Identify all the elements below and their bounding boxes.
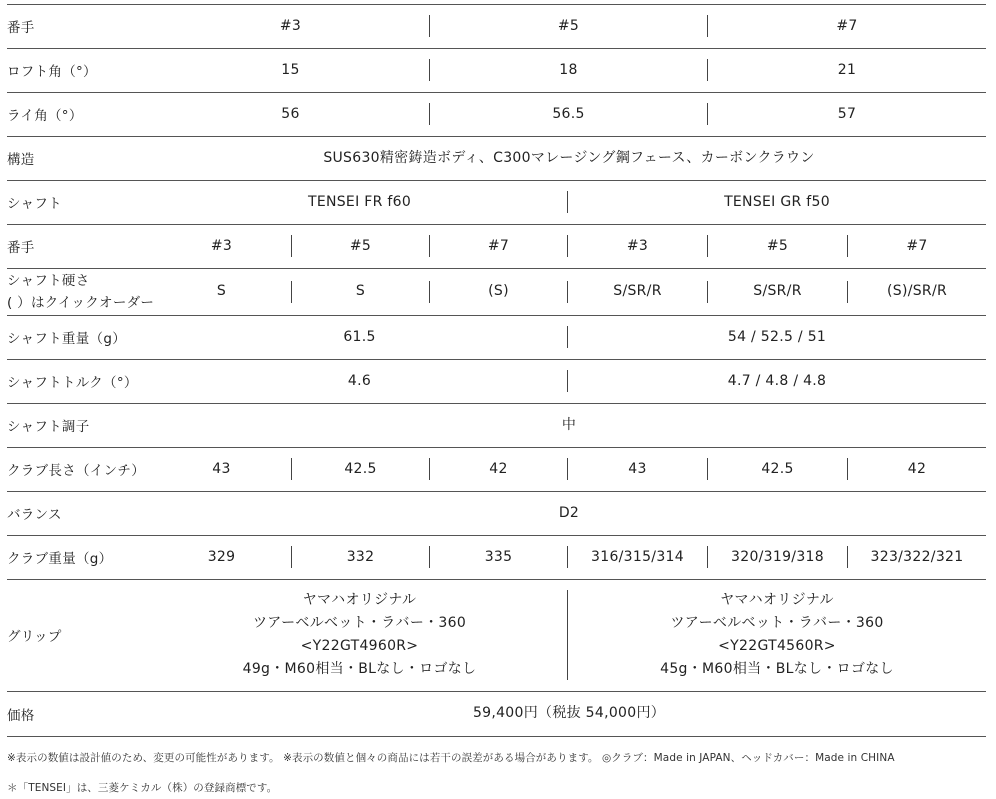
flex-label-line2: ( ）はクイックオーダー	[7, 294, 155, 311]
number-5: #5	[557, 17, 580, 34]
length-cell: 43	[212, 460, 231, 477]
grip-right-line: ヤマハオリジナル	[720, 592, 834, 608]
flex-cell: S/SR/R	[753, 283, 802, 299]
number2-cell: #7	[906, 237, 928, 254]
row-label-grip: グリップ	[7, 629, 62, 645]
flex-cell: (S)	[488, 283, 509, 299]
length-cell: 43	[628, 460, 647, 477]
number2-cell: #3	[210, 237, 233, 254]
row-divider	[7, 736, 986, 737]
row-label-flex	[7, 268, 154, 315]
grip-left-line: <Y22GT4960R>	[300, 638, 419, 654]
club-weight-cell: 320/319/318	[731, 548, 824, 565]
loft-3: 15	[281, 61, 300, 78]
grip-right	[568, 579, 986, 691]
row-label-lie: ライ角（°）	[7, 108, 83, 124]
construction-value: SUS630精密鋳造ボディ、C300マレージング鋼フェース、カーボンクラウン	[323, 149, 815, 166]
balance-value: D2	[558, 504, 580, 521]
grip-left-line: ヤマハオリジナル	[302, 592, 417, 608]
shaft-weight-left: 61.5	[343, 328, 376, 345]
club-weight-cell: 329	[207, 548, 236, 565]
disclaimer-note: ※表示の数値は設計値のため、変更の可能性があります。 ※表示の数値と個々の商品には若干の誤差がある場合があります。 ◎クラブ：Made in JAPAN、ヘッドカバー：Made in CHINA	[7, 752, 895, 764]
row-label-balance: バランス	[7, 507, 62, 523]
row-label-loft: ロフト角（°）	[7, 64, 97, 80]
grip-right-line: ツアーベルベット・ラバー・360	[670, 615, 884, 631]
price-value: 59,400円（税抜 54,000円）	[472, 705, 666, 721]
flex-cell: S	[216, 283, 227, 299]
club-weight-cell: 332	[346, 548, 375, 565]
grip-left-line: ツアーベルベット・ラバー・360	[252, 615, 467, 631]
row-label-club-weight: クラブ重量（g）	[7, 551, 113, 567]
club-weight-cell: 323/322/321	[870, 548, 964, 565]
number2-cell: #5	[349, 237, 372, 254]
length-cell: 42.5	[344, 460, 377, 477]
row-label-number-2: 番手	[7, 240, 35, 256]
club-weight-cell: 316/315/314	[591, 548, 684, 565]
row-label-length: クラブ長さ（インチ）	[7, 463, 145, 479]
row-label-price: 価格	[7, 707, 35, 724]
shaft-right: TENSEI GR f50	[724, 193, 830, 210]
kick-value: 中	[561, 416, 577, 433]
trademark-note: ＊「TENSEI」は、三菱ケミカル（株）の登録商標です。	[7, 782, 278, 794]
grip-right-line: <Y22GT4560R>	[718, 638, 836, 654]
row-label-kick: シャフト調子	[7, 419, 90, 435]
flex-cell: S	[355, 283, 366, 299]
flex-cell: (S)/SR/R	[887, 283, 947, 299]
lie-7: 57	[837, 105, 857, 122]
flex-cell: S/SR/R	[613, 283, 662, 299]
length-cell: 42	[489, 460, 508, 477]
torque-left: 4.6	[347, 372, 372, 389]
flex-label-line1: シャフト硬さ	[7, 272, 90, 289]
number-3: #3	[279, 17, 302, 34]
length-cell: 42.5	[761, 460, 794, 477]
grip-right-line: 45g・M60相当・BLなし・ロゴなし	[660, 661, 894, 677]
grip-left	[152, 579, 567, 691]
loft-7: 21	[837, 61, 857, 78]
loft-5: 18	[559, 61, 578, 78]
number2-cell: #5	[766, 237, 789, 254]
club-weight-cell: 335	[484, 548, 513, 565]
torque-right: 4.7 / 4.8 / 4.8	[727, 372, 827, 389]
row-label-number: 番手	[7, 20, 35, 36]
row-label-construction: 構造	[7, 152, 35, 168]
number-7: #7	[836, 17, 858, 34]
lie-3: 56	[281, 105, 300, 122]
length-cell: 42	[907, 460, 927, 477]
shaft-left: TENSEI FR f60	[307, 193, 412, 210]
row-label-shaft-weight: シャフト重量（g）	[7, 331, 126, 347]
row-label-torque: シャフトトルク（°）	[7, 375, 138, 391]
number2-cell: #3	[626, 237, 649, 254]
grip-left-line: 49g・M60相当・BLなし・ロゴなし	[242, 661, 477, 677]
lie-5: 56.5	[552, 105, 585, 122]
shaft-weight-right: 54 / 52.5 / 51	[727, 328, 827, 345]
number2-cell: #7	[487, 237, 510, 254]
row-label-shaft: シャフト	[7, 196, 62, 212]
